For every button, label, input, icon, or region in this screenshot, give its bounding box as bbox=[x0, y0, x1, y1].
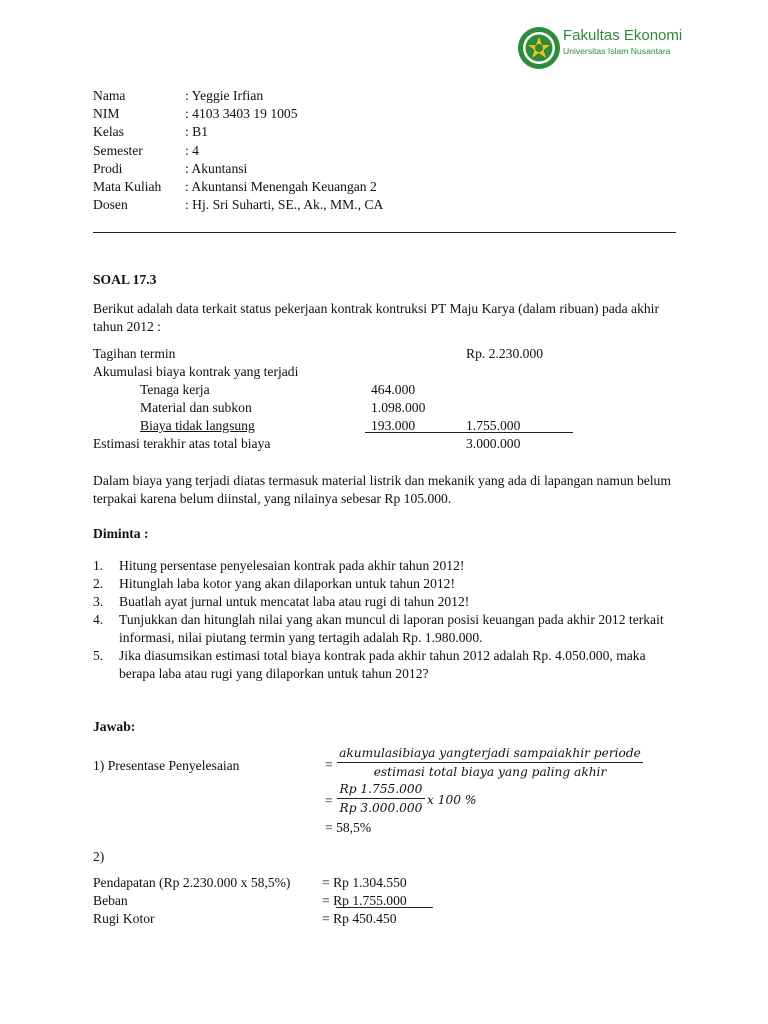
beban-value: = Rp 1.755.000 bbox=[322, 893, 407, 908]
faculty-title: Fakultas Ekonomi bbox=[563, 27, 683, 44]
fraction-numerator: Rp 1.755.000 bbox=[339, 782, 423, 796]
identity-row bbox=[93, 178, 653, 196]
identity-label: Prodi bbox=[93, 160, 123, 176]
rugi-value: = Rp 450.450 bbox=[322, 911, 397, 926]
q2-label: 2) bbox=[93, 849, 105, 864]
tagihan-label: Tagihan termin bbox=[93, 346, 176, 361]
university-name: Universitas Islam Nusantara bbox=[563, 46, 671, 56]
list-text: Buatlah ayat jurnal untuk mencatat laba atau rugi di tahun 2012! bbox=[119, 594, 470, 609]
tenaga-value: 464.000 bbox=[371, 382, 416, 397]
equals-sign: = bbox=[325, 757, 333, 772]
faculty-logo bbox=[517, 24, 687, 72]
result-percentage: = 58,5% bbox=[325, 820, 372, 835]
fraction-bar bbox=[337, 798, 425, 799]
fraction-denominator: estimasi total biaya yang paling akhir bbox=[373, 765, 607, 779]
list-text: Tunjukkan dan hitunglah nilai yang akan muncul di laporan posisi keuangan pada akhir 2012 terkait informasi, nilai piutang termin yang tertagih adalah Rp. 1.980.000. bbox=[119, 612, 664, 645]
identity-label: Mata Kuliah bbox=[93, 178, 162, 194]
fraction-denominator: Rp 3.000.000 bbox=[339, 801, 423, 815]
identity-label: NIM bbox=[93, 106, 120, 122]
identity-value: : 4103 3403 19 1005 bbox=[185, 106, 298, 122]
university-seal-icon bbox=[517, 26, 561, 70]
identity-label: Nama bbox=[93, 88, 126, 103]
tagihan-value: Rp. 2.230.000 bbox=[466, 346, 544, 361]
identity-label: Kelas bbox=[93, 124, 124, 140]
identity-row bbox=[93, 142, 653, 160]
list-text: Hitunglah laba kotor yang akan dilaporkan untuk tahun 2012! bbox=[119, 576, 455, 591]
material-value: 1.098.000 bbox=[371, 400, 426, 415]
jawab-title: Jawab: bbox=[93, 719, 136, 734]
akumulasi-label: Akumulasi biaya kontrak yang terjadi bbox=[93, 364, 299, 379]
soal-title: SOAL 17.3 bbox=[93, 272, 157, 287]
identity-value: : Hj. Sri Suharti, SE., Ak., MM., CA bbox=[185, 197, 384, 213]
soal-note: Dalam biaya yang terjadi diatas termasuk material listrik dan mekanik yang ada di lapangan namun belum terpakai karena belum diinstal, yang nilainya sebesar Rp 105.000. bbox=[93, 473, 671, 506]
identity-value: : Akuntansi bbox=[185, 160, 248, 176]
value-fraction bbox=[337, 781, 425, 816]
identity-block bbox=[93, 87, 653, 214]
estimasi-value: 3.000.000 bbox=[466, 436, 521, 451]
list-number: 4. bbox=[93, 612, 104, 627]
header-divider bbox=[93, 232, 676, 233]
identity-row bbox=[93, 123, 653, 141]
formula-fraction bbox=[337, 745, 643, 780]
identity-value: : Yeggie Irfian bbox=[185, 88, 264, 103]
pendapatan-value: = Rp 1.304.550 bbox=[322, 875, 407, 890]
equals-sign: = bbox=[325, 793, 333, 808]
q1-label: 1) Presentase Penyelesaian bbox=[93, 758, 240, 773]
beban-underline bbox=[336, 907, 433, 908]
identity-value: : Akuntansi Menengah Keuangan 2 bbox=[185, 178, 377, 194]
identity-value: : 4 bbox=[185, 142, 199, 158]
fraction-bar bbox=[337, 762, 643, 763]
beban-label: Beban bbox=[93, 893, 128, 908]
pendapatan-label: Pendapatan (Rp 2.230.000 x 58,5%) bbox=[93, 875, 291, 890]
subtotal-rule bbox=[365, 432, 573, 433]
list-number: 3. bbox=[93, 594, 104, 609]
list-number: 5. bbox=[93, 648, 104, 663]
identity-row bbox=[93, 87, 653, 105]
identity-label: Dosen bbox=[93, 197, 128, 213]
identity-row bbox=[93, 105, 653, 123]
list-text: Jika diasumsikan estimasi total biaya kontrak pada akhir tahun 2012 adalah Rp. 4.050.000, maka berapa laba atau rugi yang dilaporkan untuk tahun 2012? bbox=[119, 648, 646, 681]
diminta-title: Diminta : bbox=[93, 526, 149, 541]
biaya-total: 1.755.000 bbox=[466, 418, 521, 433]
soal-intro: Berikut adalah data terkait status pekerjaan kontrak kontruksi PT Maju Karya (dalam ribuan) pada akhir tahun 2012 : bbox=[93, 301, 659, 334]
multiplier: x 100 % bbox=[427, 793, 477, 807]
list-number: 2. bbox=[93, 576, 104, 591]
rugi-label: Rugi Kotor bbox=[93, 911, 155, 926]
identity-row bbox=[93, 160, 653, 178]
identity-value: : B1 bbox=[185, 124, 209, 140]
list-text: Hitung persentase penyelesaian kontrak pada akhir tahun 2012! bbox=[119, 558, 465, 573]
identity-row bbox=[93, 196, 653, 214]
fraction-numerator: akumulasibiaya yangterjadi sampaiakhir periode bbox=[339, 746, 641, 760]
identity-label: Semester bbox=[93, 142, 143, 158]
biaya-label: Biaya tidak langsung bbox=[140, 418, 255, 433]
biaya-value: 193.000 bbox=[371, 418, 416, 433]
list-number: 1. bbox=[93, 558, 104, 573]
tenaga-label: Tenaga kerja bbox=[140, 382, 210, 397]
estimasi-label: Estimasi terakhir atas total biaya bbox=[93, 436, 271, 451]
material-label: Material dan subkon bbox=[140, 400, 252, 415]
